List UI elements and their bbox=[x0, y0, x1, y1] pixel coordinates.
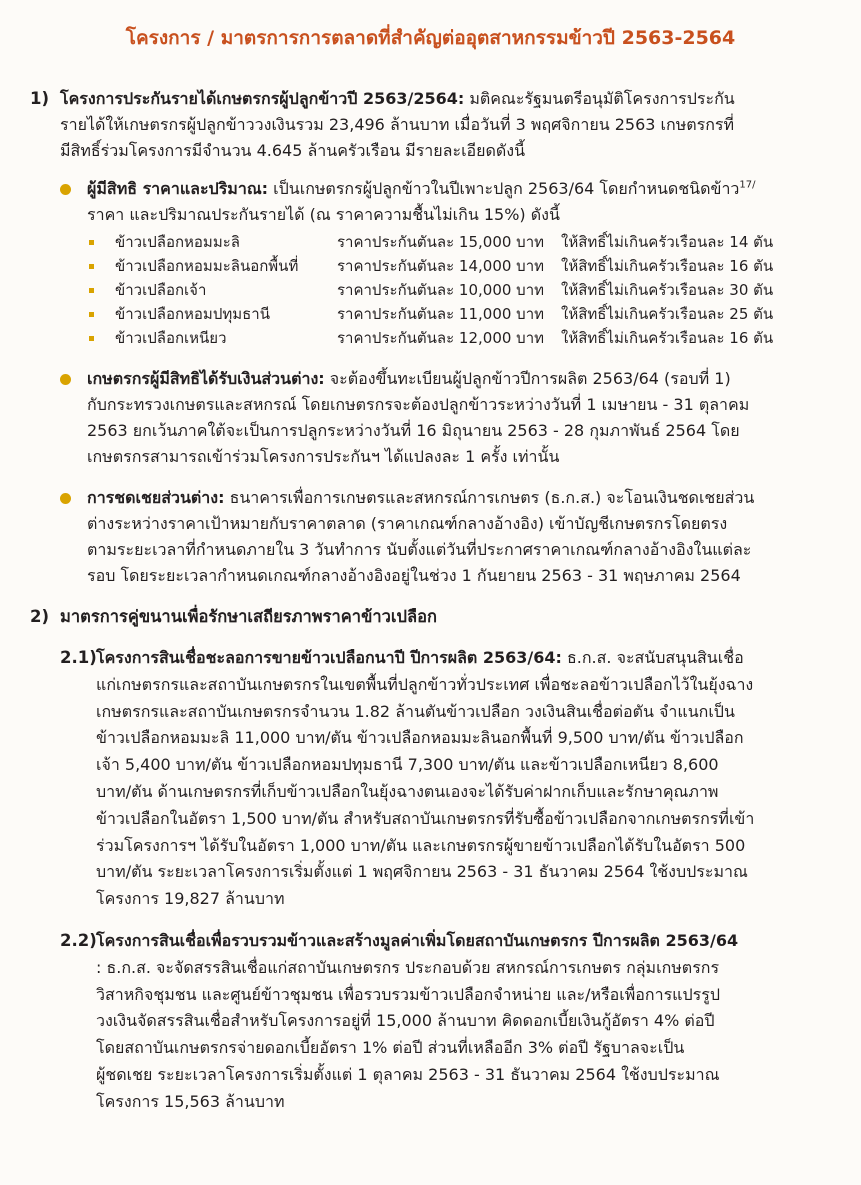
compensation-paragraph bbox=[87, 485, 832, 589]
subsection-2-1-line: บาท/ตัน ระยะเวลาโครงการเริ่มตั้งแต่ 1 พฤศจิกายน 2563 - 31 ธันวาคม 2564 ใช้งบประมาณ bbox=[96, 862, 748, 882]
bullet-dot bbox=[60, 493, 71, 504]
subsection-2-1-paragraph bbox=[96, 645, 832, 913]
subsection-2-2-heading: โครงการสินเชื่อเพื่อรวบรวมข้าวและสร้างมูลค่าเพิ่มโดยสถาบันเกษตรกร ปีการผลิต 2563/64 bbox=[96, 931, 739, 950]
bullet-square bbox=[89, 336, 94, 341]
rice-name: ข้าวเปลือกเหนียว bbox=[115, 329, 227, 347]
rice-quota: ให้สิทธิ์ไม่เกินครัวเรือนละ 16 ตัน bbox=[561, 257, 774, 275]
subsection-2-1-number: 2.1) bbox=[60, 648, 97, 667]
subsection-2-2-number: 2.2) bbox=[60, 931, 97, 950]
subsection-2-2-paragraph bbox=[96, 928, 832, 1116]
rice-quota: ให้สิทธิ์ไม่เกินครัวเรือนละ 14 ตัน bbox=[561, 233, 774, 251]
bullet-square bbox=[89, 240, 94, 245]
rice-name: ข้าวเปลือกหอมมะลินอกพื้นที่ bbox=[115, 257, 299, 275]
rice-quota: ให้สิทธิ์ไม่เกินครัวเรือนละ 30 ตัน bbox=[561, 281, 774, 299]
subsection-2-1-line: บาท/ตัน ด้านเกษตรกรที่เก็บข้าวเปลือกในยุ้งฉางตนเองจะได้รับค่าฝากเก็บและรักษาคุณภาพ bbox=[96, 781, 719, 801]
subsection-2-1-line: แก่เกษตรกรและสถาบันเกษตรกรในเขตพื้นที่ปลูกข้าวทั่วประเทศ เพื่อชะลอข้าวเปลือกไว้ในยุ้งฉาง bbox=[96, 674, 754, 694]
bullet-dot bbox=[60, 184, 71, 195]
subsection-2-1-line: ร่วมโครงการฯ ได้รับในอัตรา 1,000 บาท/ตัน และเกษตรกรผู้ขายข้าวเปลือกได้รับในอัตรา 500 bbox=[96, 835, 746, 855]
subsection-2-2-line: วงเงินจัดสรรสินเชื่อสำหรับโครงการอยู่ที่ 15,000 ล้านบาท คิดดอกเบี้ยเงินกู้อัตรา 4% ต่อปี bbox=[96, 1011, 715, 1031]
entitled-farmers-line: เกษตรกรสามารถเข้าร่วมโครงการประกันฯ ได้แปลงละ 1 ครั้ง เท่านั้น bbox=[87, 447, 560, 466]
rice-price: ราคาประกันตันละ 11,000 บาท bbox=[337, 305, 545, 323]
subsection-2-1-line: เจ้า 5,400 บาท/ตัน ข้าวเปลือกหอมปทุมธานี 7,300 บาท/ตัน และข้าวเปลือกเหนียว 8,600 bbox=[96, 755, 719, 775]
page-title: โครงการ / มาตรการการตลาดที่สำคัญต่ออุตสาหกรรมข้าวปี 2563-2564 bbox=[125, 27, 736, 49]
section-1-line: มติคณะรัฐมนตรีอนุมัติโครงการประกัน bbox=[464, 89, 735, 108]
subsection-2-1-heading: โครงการสินเชื่อชะลอการขายข้าวเปลือกนาปี ปีการผลิต 2563/64: bbox=[96, 648, 562, 667]
rice-price: ราคาประกันตันละ 10,000 บาท bbox=[337, 281, 545, 299]
rice-name: ข้าวเปลือกหอมมะลิ bbox=[115, 233, 240, 251]
rice-name: ข้าวเปลือกเจ้า bbox=[115, 281, 207, 299]
rice-price: ราคาประกันตันละ 14,000 บาท bbox=[337, 257, 545, 275]
subsection-2-1-line: ธ.ก.ส. จะสนับสนุนสินเชื่อ bbox=[561, 648, 744, 667]
section-2-heading: มาตรการคู่ขนานเพื่อรักษาเสถียรภาพราคาข้าวเปลือก bbox=[60, 607, 438, 626]
entitled-farmers-heading: เกษตรกรผู้มีสิทธิได้รับเงินส่วนต่าง: bbox=[87, 369, 325, 388]
rice-name: ข้าวเปลือกหอมปทุมธานี bbox=[115, 305, 270, 323]
rice-price: ราคาประกันตันละ 12,000 บาท bbox=[337, 329, 545, 347]
compensation-line: ต่างระหว่างราคาเป้าหมายกับราคาตลาด (ราคาเกณฑ์กลางอ้างอิง) เข้าบัญชีเกษตรกรโดยตรง bbox=[87, 514, 728, 533]
compensation-heading: การชดเชยส่วนต่าง: bbox=[87, 488, 225, 507]
entitled-farmers-paragraph bbox=[87, 366, 832, 470]
rice-price: ราคาประกันตันละ 15,000 บาท bbox=[337, 233, 545, 251]
subsection-2-1-line: เกษตรกรและสถาบันเกษตรกรจำนวน 1.82 ล้านตันข้าวเปลือก วงเงินสินเชื่อต่อตัน จำแนกเป็น bbox=[96, 701, 735, 721]
subsection-2-2-line: โครงการ 15,563 ล้านบาท bbox=[96, 1091, 285, 1111]
section-1-line: มีสิทธิ์ร่วมโครงการมีจำนวน 4.645 ล้านครัวเรือน มีรายละเอียดดังนี้ bbox=[60, 141, 526, 160]
section-1-number: 1) bbox=[30, 89, 50, 108]
section-1-heading: โครงการประกันรายได้เกษตรกรผู้ปลูกข้าวปี 2563/2564: bbox=[60, 89, 465, 108]
compensation-line: รอบ โดยระยะเวลากำหนดเกณฑ์กลางอ้างอิงอยู่ในช่วง 1 กันยายน 2563 - 31 พฤษภาคม 2564 bbox=[87, 566, 741, 585]
bullet-square bbox=[89, 312, 94, 317]
eligibility-heading: ผู้มีสิทธิ ราคาและปริมาณ: bbox=[87, 179, 269, 198]
section-1-line: รายได้ให้เกษตรกรผู้ปลูกข้าววงเงินรวม 23,496 ล้านบาท เมื่อวันที่ 3 พฤศจิกายน 2563 เกษตรกรที่ bbox=[60, 115, 735, 134]
section-2-number: 2) bbox=[30, 607, 50, 626]
entitled-farmers-line: 2563 ยกเว้นภาคใต้จะเป็นการปลูกระหว่างวันที่ 16 มิถุนายน 2563 - 28 กุมภาพันธ์ 2564 โดย bbox=[87, 421, 740, 440]
compensation-line: ตามระยะเวลาที่กำหนดภายใน 3 วันทำการ นับตั้งแต่วันที่ประกาศราคาเกณฑ์กลางอ้างอิงในแต่ละ bbox=[87, 540, 752, 559]
subsection-2-2-line: โดยสถาบันเกษตรกรจ่ายดอกเบี้ยอัตรา 1% ต่อปี ส่วนที่เหลืออีก 3% ต่อปี รัฐบาลจะเป็น bbox=[96, 1038, 685, 1058]
subsection-2-1-line: ข้าวเปลือกในอัตรา 1,500 บาท/ตัน สำหรับสถาบันเกษตรกรที่รับซื้อข้าวเปลือกจากเกษตรกรที่เข้า bbox=[96, 808, 755, 828]
entitled-farmers-line: จะต้องขึ้นทะเบียนผู้ปลูกข้าวปีการผลิต 2563/64 (รอบที่ 1) bbox=[324, 369, 731, 388]
eligibility-paragraph bbox=[87, 176, 832, 228]
subsection-2-2-line: : ธ.ก.ส. จะจัดสรรสินเชื่อแก่สถาบันเกษตรกร ประกอบด้วย สหกรณ์การเกษตร กลุ่มเกษตรกร bbox=[96, 957, 720, 977]
bullet-square bbox=[89, 264, 94, 269]
subsection-2-2-line: วิสาหกิจชุมชน และศูนย์ข้าวชุมชน เพื่อรวบรวมข้าวเปลือกจำหน่าย และ/หรือเพื่อการแปรรูป bbox=[96, 984, 720, 1004]
footnote-ref: 17/ bbox=[739, 179, 756, 191]
entitled-farmers-line: กับกระทรวงเกษตรและสหกรณ์ โดยเกษตรกรจะต้องปลูกข้าวระหว่างวันที่ 1 เมษายน - 31 ตุลาคม bbox=[87, 395, 750, 414]
compensation-line: ธนาคารเพื่อการเกษตรและสหกรณ์การเกษตร (ธ.ก.ส.) จะโอนเงินชดเชยส่วน bbox=[224, 488, 755, 507]
eligibility-line: เป็นเกษตรกรผู้ปลูกข้าวในปีเพาะปลูก 2563/64 โดยกำหนดชนิดข้าว bbox=[268, 179, 740, 198]
subsection-2-1-line: ข้าวเปลือกหอมมะลิ 11,000 บาท/ตัน ข้าวเปลือกหอมมะลินอกพื้นที่ 9,500 บาท/ตัน ข้าวเปลือก bbox=[96, 728, 744, 748]
subsection-2-2-line: ผู้ชดเชย ระยะเวลาโครงการเริ่มตั้งแต่ 1 ตุลาคม 2563 - 31 ธันวาคม 2564 ใช้งบประมาณ bbox=[96, 1064, 720, 1084]
bullet-dot bbox=[60, 374, 71, 385]
eligibility-line: ราคา และปริมาณประกันรายได้ (ณ ราคาความชื้นไม่เกิน 15%) ดังนี้ bbox=[87, 205, 560, 224]
rice-quota: ให้สิทธิ์ไม่เกินครัวเรือนละ 16 ตัน bbox=[561, 329, 774, 347]
subsection-2-1-line: โครงการ 19,827 ล้านบาท bbox=[96, 889, 285, 909]
rice-quota: ให้สิทธิ์ไม่เกินครัวเรือนละ 25 ตัน bbox=[561, 305, 774, 323]
section-1-paragraph bbox=[60, 86, 832, 164]
bullet-square bbox=[89, 288, 94, 293]
